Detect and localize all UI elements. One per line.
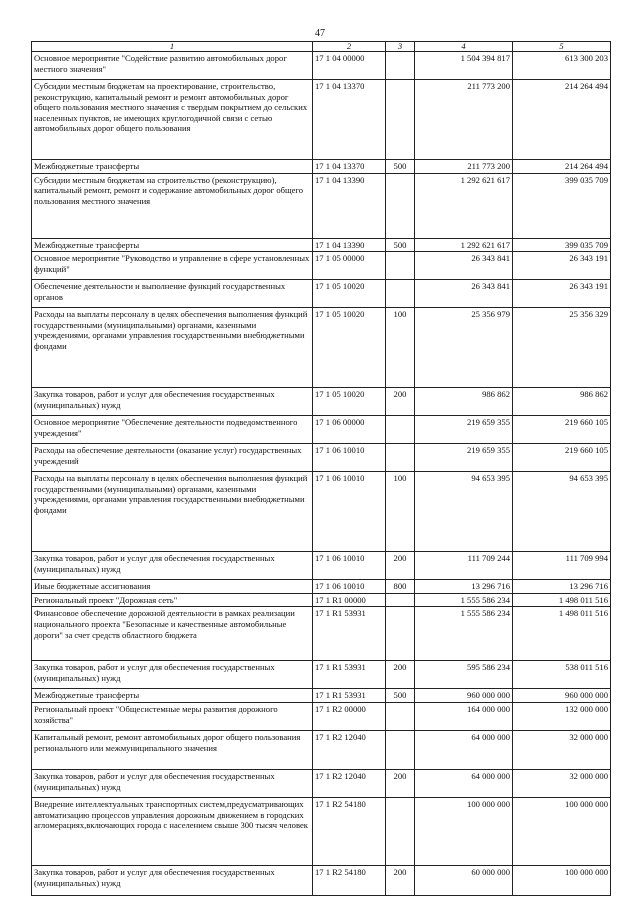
row-amount-1: 219 659 355 <box>415 444 513 472</box>
row-name: Закупка товаров, работ и услуг для обеспечения государственных (муниципальных) нужд <box>32 552 313 580</box>
table-row <box>32 661 611 689</box>
row-amount-1: 219 659 355 <box>415 416 513 444</box>
row-name: Обеспечение деятельности и выполнение функций государственных органов <box>32 280 313 308</box>
row-amount-2: 25 356 329 <box>513 308 611 388</box>
row-amount-2: 214 264 494 <box>513 160 611 174</box>
table-row <box>32 797 611 865</box>
row-name: Закупка товаров, работ и услуг для обеспечения государственных (муниципальных) нужд <box>32 769 313 797</box>
row-amount-1: 1 555 586 234 <box>415 593 513 607</box>
row-code: 17 1 R2 54180 <box>313 797 386 865</box>
table-row <box>32 238 611 252</box>
row-expense-type <box>386 52 415 80</box>
row-code: 17 1 04 13370 <box>313 160 386 174</box>
row-amount-1: 64 000 000 <box>415 769 513 797</box>
row-code: 17 1 R2 12040 <box>313 769 386 797</box>
row-amount-1: 64 000 000 <box>415 730 513 769</box>
row-name: Капитальный ремонт, ремонт автомобильных дорог общего пользования регионального или межмуниципального значения <box>32 730 313 769</box>
row-expense-type: 100 <box>386 472 415 552</box>
row-expense-type <box>386 593 415 607</box>
row-expense-type <box>386 280 415 308</box>
row-code: 17 1 04 13390 <box>313 173 386 238</box>
row-expense-type <box>386 416 415 444</box>
row-code: 17 1 05 10020 <box>313 280 386 308</box>
row-code: 17 1 04 00000 <box>313 52 386 80</box>
row-amount-1: 100 000 000 <box>415 797 513 865</box>
row-code: 17 1 05 10020 <box>313 388 386 416</box>
row-amount-2: 399 035 709 <box>513 173 611 238</box>
row-expense-type: 500 <box>386 238 415 252</box>
column-header: 4 <box>415 42 513 52</box>
row-amount-2: 32 000 000 <box>513 730 611 769</box>
row-expense-type: 200 <box>386 865 415 895</box>
table-body <box>32 52 611 896</box>
row-code: 17 1 R2 54180 <box>313 865 386 895</box>
row-code: 17 1 06 10010 <box>313 444 386 472</box>
row-name: Основное мероприятие "Обеспечение деятельности подведомственного учреждения" <box>32 416 313 444</box>
row-code: 17 1 R1 53931 <box>313 689 386 703</box>
row-expense-type <box>386 702 415 730</box>
table-row <box>32 865 611 895</box>
row-code: 17 1 R2 12040 <box>313 730 386 769</box>
row-code: 17 1 06 00000 <box>313 416 386 444</box>
row-amount-2: 219 660 105 <box>513 444 611 472</box>
row-amount-2: 100 000 000 <box>513 865 611 895</box>
row-expense-type: 500 <box>386 689 415 703</box>
table-row <box>32 769 611 797</box>
row-expense-type <box>386 80 415 160</box>
row-name: Межбюджетные трансферты <box>32 689 313 703</box>
row-code: 17 1 05 00000 <box>313 252 386 280</box>
row-amount-2: 1 498 011 516 <box>513 593 611 607</box>
row-amount-2: 986 862 <box>513 388 611 416</box>
table-row <box>32 607 611 661</box>
row-expense-type <box>386 444 415 472</box>
row-amount-1: 211 773 200 <box>415 160 513 174</box>
row-expense-type: 500 <box>386 160 415 174</box>
row-amount-2: 13 296 716 <box>513 580 611 594</box>
row-code: 17 1 04 13390 <box>313 238 386 252</box>
row-expense-type <box>386 173 415 238</box>
row-amount-2: 111 709 994 <box>513 552 611 580</box>
row-code: 17 1 R1 00000 <box>313 593 386 607</box>
row-name: Субсидии местным бюджетам на проектирование, строительство, реконструкцию, капитальный ремонт и ремонт автомобильных дорог общего пользования местного значения с твердым покрытием до сельских населенных пунктов, не имеющих круглогодичной связи с сетью автомобильных дорог общего пользования <box>32 80 313 160</box>
row-amount-2: 613 300 203 <box>513 52 611 80</box>
row-name: Финансовое обеспечение дорожной деятельности в рамках реализации национального проекта "Безопасные и качественные автомобильные дороги" за счет средств областного бюджета <box>32 607 313 661</box>
row-name: Закупка товаров, работ и услуг для обеспечения государственных (муниципальных) нужд <box>32 661 313 689</box>
table-row <box>32 580 611 594</box>
budget-table <box>31 41 611 896</box>
row-amount-1: 1 555 586 234 <box>415 607 513 661</box>
row-amount-2: 100 000 000 <box>513 797 611 865</box>
row-amount-1: 595 586 234 <box>415 661 513 689</box>
column-header: 2 <box>313 42 386 52</box>
row-expense-type <box>386 607 415 661</box>
row-expense-type: 100 <box>386 308 415 388</box>
row-amount-1: 986 862 <box>415 388 513 416</box>
row-amount-2: 960 000 000 <box>513 689 611 703</box>
row-code: 17 1 06 10010 <box>313 472 386 552</box>
row-expense-type <box>386 730 415 769</box>
table-row <box>32 80 611 160</box>
row-amount-1: 164 000 000 <box>415 702 513 730</box>
row-name: Межбюджетные трансферты <box>32 160 313 174</box>
table-row <box>32 52 611 80</box>
row-amount-2: 26 343 191 <box>513 280 611 308</box>
table-row <box>32 730 611 769</box>
column-header: 3 <box>386 42 415 52</box>
row-expense-type <box>386 797 415 865</box>
table-row <box>32 702 611 730</box>
row-amount-1: 13 296 716 <box>415 580 513 594</box>
row-name: Иные бюджетные ассигнования <box>32 580 313 594</box>
row-name: Закупка товаров, работ и услуг для обеспечения государственных (муниципальных) нужд <box>32 865 313 895</box>
table-row <box>32 280 611 308</box>
row-expense-type: 200 <box>386 552 415 580</box>
row-amount-1: 26 343 841 <box>415 280 513 308</box>
row-amount-2: 1 498 011 516 <box>513 607 611 661</box>
row-amount-2: 32 000 000 <box>513 769 611 797</box>
row-name: Расходы на обеспечение деятельности (оказание услуг) государственных учреждений <box>32 444 313 472</box>
table-row <box>32 689 611 703</box>
row-code: 17 1 04 13370 <box>313 80 386 160</box>
row-expense-type: 200 <box>386 661 415 689</box>
column-header: 1 <box>32 42 313 52</box>
table-row <box>32 472 611 552</box>
row-name: Расходы на выплаты персоналу в целях обеспечения выполнения функций государственными (муниципальными) органами, казенными учреждениями, органами управления государственными внебюджетными фондами <box>32 308 313 388</box>
row-amount-1: 25 356 979 <box>415 308 513 388</box>
row-code: 17 1 R1 53931 <box>313 661 386 689</box>
row-amount-1: 111 709 244 <box>415 552 513 580</box>
row-amount-2: 399 035 709 <box>513 238 611 252</box>
row-name: Основное мероприятие "Содействие развитию автомобильных дорог местного значения" <box>32 52 313 80</box>
row-amount-2: 219 660 105 <box>513 416 611 444</box>
row-name: Региональный проект "Дорожная сеть" <box>32 593 313 607</box>
table-row <box>32 416 611 444</box>
row-code: 17 1 05 10020 <box>313 308 386 388</box>
row-amount-1: 1 504 394 817 <box>415 52 513 80</box>
table-row <box>32 308 611 388</box>
row-amount-2: 132 000 000 <box>513 702 611 730</box>
row-amount-1: 211 773 200 <box>415 80 513 160</box>
page-number: 47 <box>315 28 325 39</box>
row-name: Закупка товаров, работ и услуг для обеспечения государственных (муниципальных) нужд <box>32 388 313 416</box>
row-code: 17 1 R2 00000 <box>313 702 386 730</box>
table-row <box>32 388 611 416</box>
row-amount-2: 538 011 516 <box>513 661 611 689</box>
row-expense-type: 800 <box>386 580 415 594</box>
table-row <box>32 173 611 238</box>
column-number-row <box>32 42 611 52</box>
row-expense-type: 200 <box>386 769 415 797</box>
row-amount-1: 60 000 000 <box>415 865 513 895</box>
row-name: Региональный проект "Общесистемные меры развития дорожного хозяйства" <box>32 702 313 730</box>
row-code: 17 1 06 10010 <box>313 580 386 594</box>
row-amount-1: 1 292 621 617 <box>415 238 513 252</box>
table-row <box>32 252 611 280</box>
table-row <box>32 552 611 580</box>
row-amount-2: 94 653 395 <box>513 472 611 552</box>
row-amount-1: 26 343 841 <box>415 252 513 280</box>
row-name: Расходы на выплаты персоналу в целях обеспечения выполнения функций государственными (муниципальными) органами, казенными учреждениями, органами управления государственными внебюджетными фондами <box>32 472 313 552</box>
table-row <box>32 593 611 607</box>
row-name: Межбюджетные трансферты <box>32 238 313 252</box>
row-name: Основное мероприятие "Руководство и управление в сфере установленных функций" <box>32 252 313 280</box>
row-amount-1: 1 292 621 617 <box>415 173 513 238</box>
row-amount-1: 960 000 000 <box>415 689 513 703</box>
row-code: 17 1 R1 53931 <box>313 607 386 661</box>
table-row <box>32 160 611 174</box>
row-name: Субсидии местным бюджетам на строительство (реконструкцию), капитальный ремонт, ремонт и содержание автомобильных дорог общего пользования местного значения <box>32 173 313 238</box>
row-expense-type <box>386 252 415 280</box>
table-row <box>32 444 611 472</box>
row-amount-1: 94 653 395 <box>415 472 513 552</box>
row-code: 17 1 06 10010 <box>313 552 386 580</box>
row-expense-type: 200 <box>386 388 415 416</box>
row-name: Внедрение интеллектуальных транспортных систем,предусматривающих автоматизацию процессов управления дорожным движением в городских агломерациях,включающих города с населением свыше 300 тысяч человек <box>32 797 313 865</box>
column-header: 5 <box>513 42 611 52</box>
row-amount-2: 26 343 191 <box>513 252 611 280</box>
row-amount-2: 214 264 494 <box>513 80 611 160</box>
